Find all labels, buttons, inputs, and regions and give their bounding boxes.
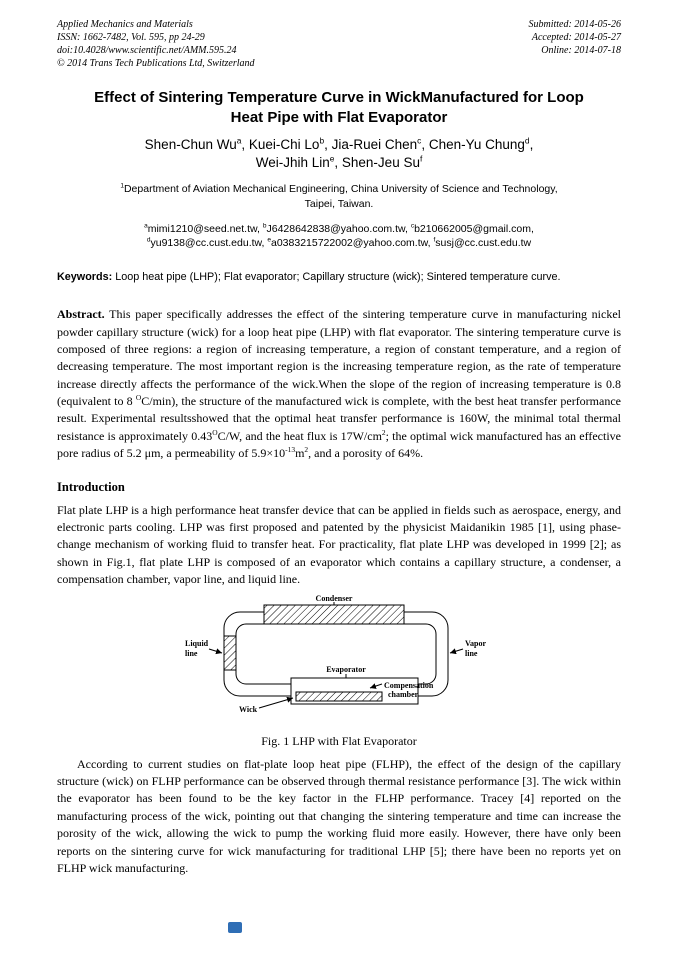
authors-line-1: Shen-Chun Wu$^a$, Kuei-Chi Lo$^b$, Jia-Ruei Chen$^c$, Chen-Yu Chung$^d$, (144, 135, 534, 152)
affiliation-line-2: Taipei, Taiwan. (304, 197, 374, 210)
figure-label-compensation-chamber-1: Compensation (384, 680, 434, 690)
footer-logo (228, 922, 242, 933)
condenser-block (264, 605, 404, 624)
intro-paragraph-2: According to current studies on flat-plate loop heat pipe (FLHP), the effect of the design of the capillary structure (wick) on FLHP performance can be observed through thermal resistance performance [3]. The wick within the evaporator has been found to be the key factor in the FLHP performance. Tracey [4] reported on the manufacturing process of the wick, pointing out that changing the sintering temperature and time can increase the porosity of the wick, allowing the wick to pump the working fluid more easily. However, there have only been reports on the sintering curve for wick manufacturing for traditional LHP [5]; there have been no reports yet on FLHP wick manufacturing. (57, 756, 621, 875)
paper-title (57, 88, 621, 129)
author-emails (57, 222, 621, 251)
figure-label-vapor-line-2: line (465, 648, 478, 658)
submitted-date: Submitted: 2014-05-26 (528, 19, 621, 30)
wick-layer (296, 692, 382, 701)
online-date: Online: 2014-07-18 (541, 45, 621, 56)
figure-caption: Fig. 1 LHP with Flat Evaporator (261, 733, 417, 748)
figure-1 (57, 594, 621, 749)
figure-label-vapor-line-1: Vapor (465, 638, 487, 648)
figure-label-condenser: Condenser (315, 593, 353, 603)
section-heading-introduction: Introduction (57, 479, 125, 494)
journal-doi: doi:10.4028/www.scientific.net/AMM.595.24 (57, 45, 237, 56)
keywords: Keywords: Loop heat pipe (LHP); Flat evaporator; Capillary structure (wick); Sintered temperature curve. (57, 271, 561, 284)
pipe-loop-inner (236, 624, 436, 684)
figure-label-evaporator: Evaporator (326, 664, 366, 674)
intro-paragraph-1: Flat plate LHP is a high performance heat transfer device that can be applied in fields such as aerospace, energy, and electronic parts cooling. LHP was first proposed and patented by the physicist Maidanikin 1985 [1], using phase-change mechanism of working fluid to transfer heat. For practicality, flat plate LHP was developed in 1999 [2]; as shown in Fig.1, flat plate LHP is composed of an evaporator which contains a capillary structure, a condenser, a compensation chamber, vapor line, and liquid line. (57, 502, 621, 587)
abstract: Abstract. This paper specifically addresses the effect of the sintering temperature curve in manufacturing nickel powder capillary structure (wick) for a loop heat pipe (LHP) with flat evaporator. The sintering temperature curve is composed of three regions: a region of increasing temperature, a region of constant temperature, and a region of decreasing temperature. The most important region is the increasing temperature region, as the rate of temperature increase directly affects the performance of the wick.When the slope of the region of increasing temperature is 0.8 (equivalent to 8 $^O$C/min), the structure of the manufactured wick is complete, with the best heat transfer performance result. Experimental resultsshowed that the optimal heat transfer performance is 160W, the minimal total thermal resistance is approximately $0.43^OC/W$, and the heat flux is $17W/cm^2$; the optimal wick manufactured has an effective pore radius of 5.2 μm, a permeability of $5.9\times 10^{-13}m^2$, and a porosity of 64%. (57, 307, 621, 461)
figure-label-liquid-line-2: line (185, 648, 198, 658)
journal-name: Applied Mechanics and Materials (57, 19, 193, 30)
liquid-line-arrow (209, 649, 222, 653)
emails-line-2: $^d$yu9138@cc.cust.edu.tw, $^e$a0383215722002@yahoo.com.tw, $^f$susj@cc.cust.edu.tw (146, 236, 532, 250)
authors (57, 136, 621, 174)
affiliation-line-1: $^1$Department of Aviation Mechanical Engineering, China University of Science and Technology, (120, 182, 558, 196)
paper-title-line-2: Heat Pipe with Flat Evaporator (230, 109, 448, 127)
wick-arrow (259, 698, 293, 708)
page-header (57, 18, 621, 70)
figure-label-liquid-line-1: Liquid (185, 638, 209, 648)
figure-label-wick: Wick (239, 704, 258, 714)
figure-label-compensation-chamber-2: chamber (388, 689, 419, 699)
submission-dates (529, 18, 622, 70)
journal-issn-volume: ISSN: 1662-7482, Vol. 595, pp 24-29 (57, 32, 205, 43)
affiliation (57, 182, 621, 211)
emails-line-1: $^a$mimi1210@seed.net.tw, $^b$J6428642838@yahoo.com.tw, $^c$b210662005@gmail.com, (144, 222, 534, 235)
paper-title-line-1: Effect of Sintering Temperature Curve in WickManufactured for Loop (94, 89, 584, 106)
liquid-line-hatch (224, 636, 236, 670)
authors-line-2: Wei-Jhih Lin$^e$, Shen-Jeu Su$^f$ (255, 153, 423, 171)
lhp-diagram (179, 594, 499, 726)
journal-copyright: © 2014 Trans Tech Publications Ltd, Switzerland (57, 58, 255, 69)
journal-info (57, 18, 255, 70)
accepted-date: Accepted: 2014-05-27 (531, 32, 621, 43)
vapor-line-arrow (450, 649, 463, 653)
